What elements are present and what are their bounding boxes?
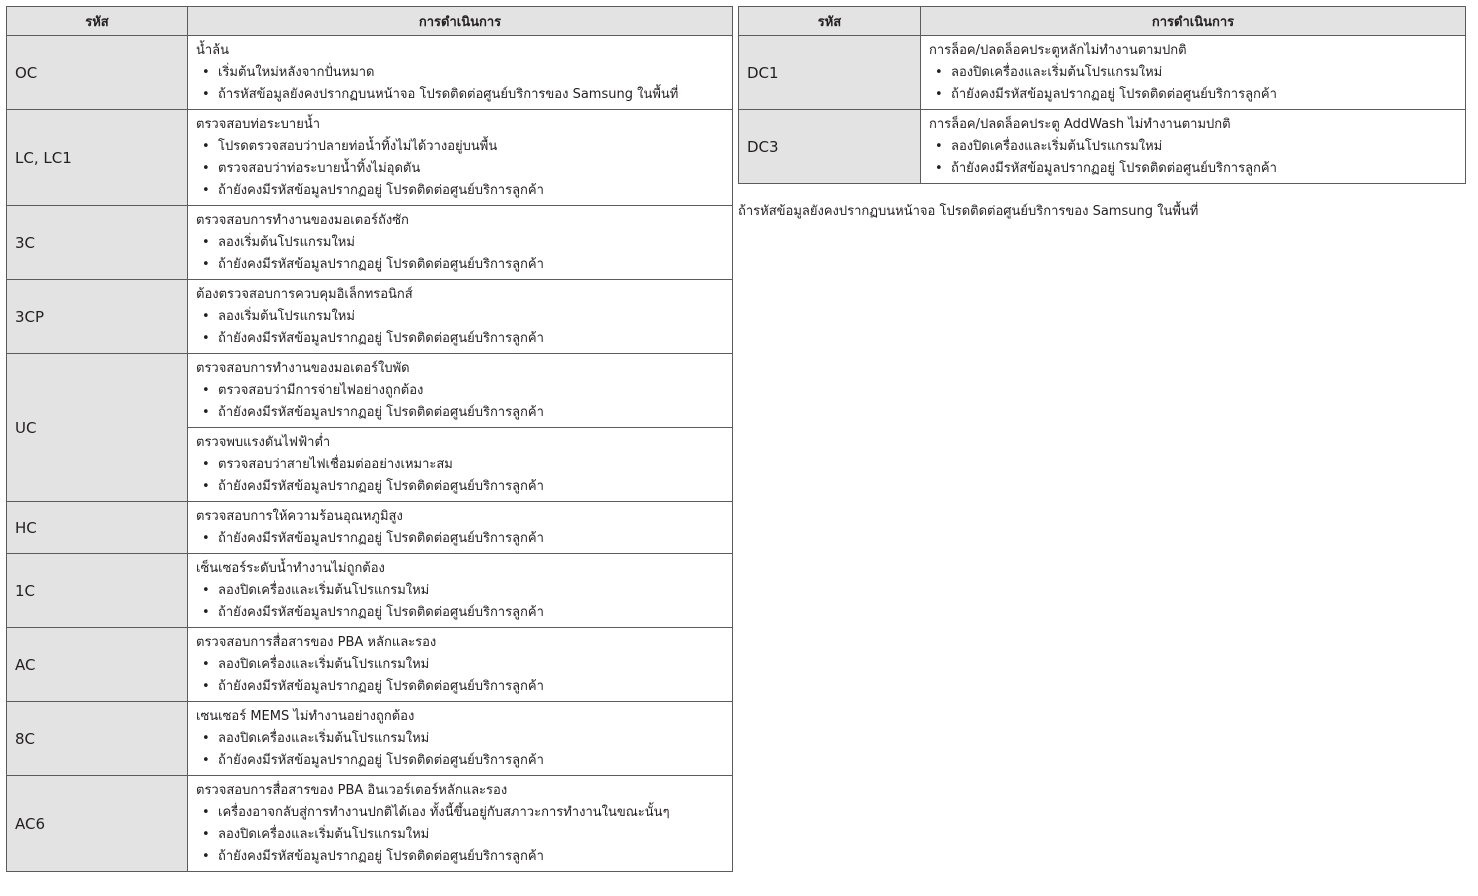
action-description: ตรวจสอบการให้ความร้อนอุณหภูมิสูง [196,509,403,524]
action-cell [921,36,1466,110]
action-steps [196,232,726,276]
action-steps [196,580,726,624]
action-step: • ถ้ายังคงมีรหัสข้อมูลปรากฏอยู่ โปรดติดต่อศูนย์บริการลูกค้า [929,158,1459,180]
action-step: • ถ้ายังคงมีรหัสข้อมูลปรากฏอยู่ โปรดติดต่อศูนย์บริการลูกค้า [196,180,726,202]
action-step: • ลองปิดเครื่องและเริ่มต้นโปรแกรมใหม่ [196,824,726,846]
table-row [7,36,733,110]
action-steps [196,802,726,868]
error-code: DC3 [739,110,921,184]
table-row [7,354,733,428]
action-steps [196,728,726,772]
error-code: AC6 [7,776,188,872]
action-description: ต้องตรวจสอบการควบคุมอิเล็กทรอนิกส์ [196,287,413,302]
action-cell [188,36,733,110]
action-step: • ถ้ายังคงมีรหัสข้อมูลปรากฏอยู่ โปรดติดต่อศูนย์บริการลูกค้า [196,846,726,868]
table-row [7,554,733,628]
action-description: ตรวจสอบการสื่อสารของ PBA หลักและรอง [196,635,437,650]
action-step: • ถ้ายังคงมีรหัสข้อมูลปรากฏอยู่ โปรดติดต่อศูนย์บริการลูกค้า [929,84,1459,106]
action-steps [196,136,726,202]
action-steps [196,528,726,550]
error-code: AC [7,628,188,702]
error-code: 3CP [7,280,188,354]
action-cell [188,702,733,776]
error-code: 8C [7,702,188,776]
error-code: OC [7,36,188,110]
action-cell [188,110,733,206]
action-cell [188,280,733,354]
footnote: ถ้ารหัสข้อมูลยังคงปรากฏบนหน้าจอ โปรดติดต่อศูนย์บริการของ Samsung ในพื้นที่ [738,204,1199,219]
action-step: • เครื่องอาจกลับสู่การทำงานปกติได้เอง ทั้งนี้ขึ้นอยู่กับสภาวะการทำงานในขณะนั้นๆ [196,802,726,824]
table-row [7,502,733,554]
action-step: • ถ้ายังคงมีรหัสข้อมูลปรากฏอยู่ โปรดติดต่อศูนย์บริการลูกค้า [196,676,726,698]
table-row [7,280,733,354]
table-header-row [7,7,733,36]
header-code: รหัส [739,7,921,36]
action-step: • ลองปิดเครื่องและเริ่มต้นโปรแกรมใหม่ [929,136,1459,158]
action-description: ตรวจพบแรงดันไฟฟ้าต่ำ [196,435,331,450]
action-steps [196,306,726,350]
action-cell [188,428,733,502]
action-description: ตรวจสอบการสื่อสารของ PBA อินเวอร์เตอร์หลักและรอง [196,783,508,798]
action-step: • ถ้ายังคงมีรหัสข้อมูลปรากฏอยู่ โปรดติดต่อศูนย์บริการลูกค้า [196,402,726,424]
action-cell [188,206,733,280]
action-step: • ถ้ายังคงมีรหัสข้อมูลปรากฏอยู่ โปรดติดต่อศูนย์บริการลูกค้า [196,476,726,498]
action-step: • ลองปิดเครื่องและเริ่มต้นโปรแกรมใหม่ [196,580,726,602]
table-row [7,110,733,206]
action-cell [188,628,733,702]
action-steps [929,62,1459,106]
action-description: เซ็นเซอร์ระดับน้ำทำงานไม่ถูกต้อง [196,561,385,576]
action-steps [196,62,726,106]
action-step: • ถ้ายังคงมีรหัสข้อมูลปรากฏอยู่ โปรดติดต่อศูนย์บริการลูกค้า [196,750,726,772]
table-header-row [739,7,1466,36]
action-description: เซนเซอร์ MEMS ไม่ทำงานอย่างถูกต้อง [196,709,415,724]
action-step: • เริ่มต้นใหม่หลังจากปั่นหมาด [196,62,726,84]
error-code: 3C [7,206,188,280]
action-cell [921,110,1466,184]
header-code: รหัส [7,7,188,36]
action-cell [188,776,733,872]
error-code: LC, LC1 [7,110,188,206]
action-step: • ถ้ารหัสข้อมูลยังคงปรากฏบนหน้าจอ โปรดติดต่อศูนย์บริการของ Samsung ในพื้นที่ [196,84,726,106]
action-step: • ถ้ายังคงมีรหัสข้อมูลปรากฏอยู่ โปรดติดต่อศูนย์บริการลูกค้า [196,528,726,550]
action-steps [196,454,726,498]
table-row [7,206,733,280]
table-row [7,776,733,872]
action-cell [188,554,733,628]
action-step: • ลองเริ่มต้นโปรแกรมใหม่ [196,232,726,254]
action-steps [929,136,1459,180]
action-description: น้ำล้น [196,43,230,58]
action-step: • ลองปิดเครื่องและเริ่มต้นโปรแกรมใหม่ [196,728,726,750]
action-step: • ตรวจสอบว่าสายไฟเชื่อมต่ออย่างเหมาะสม [196,454,726,476]
action-step: • ถ้ายังคงมีรหัสข้อมูลปรากฏอยู่ โปรดติดต่อศูนย์บริการลูกค้า [196,254,726,276]
action-step: • ตรวจสอบว่าท่อระบายน้ำทิ้งไม่อุดตัน [196,158,726,180]
action-step: • ถ้ายังคงมีรหัสข้อมูลปรากฏอยู่ โปรดติดต่อศูนย์บริการลูกค้า [196,328,726,350]
error-code: 1C [7,554,188,628]
action-description: ตรวจสอบการทำงานของมอเตอร์ถังซัก [196,213,409,228]
table-row [7,628,733,702]
action-steps [196,654,726,698]
action-step: • ถ้ายังคงมีรหัสข้อมูลปรากฏอยู่ โปรดติดต่อศูนย์บริการลูกค้า [196,602,726,624]
error-code: DC1 [739,36,921,110]
action-description: ตรวจสอบท่อระบายน้ำ [196,117,321,132]
action-description: ตรวจสอบการทำงานของมอเตอร์ใบพัด [196,361,410,376]
action-step: • ลองเริ่มต้นโปรแกรมใหม่ [196,306,726,328]
action-description: การล็อค/ปลดล็อคประตู AddWash ไม่ทำงานตามปกติ [929,117,1231,132]
action-step: • ตรวจสอบว่ามีการจ่ายไฟอย่างถูกต้อง [196,380,726,402]
header-action: การดำเนินการ [921,7,1466,36]
error-code-table-left [6,6,733,872]
action-cell [188,502,733,554]
table-row [739,110,1466,184]
table-row [739,36,1466,110]
action-cell [188,354,733,428]
action-description: การล็อค/ปลดล็อคประตูหลักไม่ทำงานตามปกติ [929,43,1187,58]
error-code: HC [7,502,188,554]
action-step: • ลองปิดเครื่องและเริ่มต้นโปรแกรมใหม่ [929,62,1459,84]
action-step: • ลองปิดเครื่องและเริ่มต้นโปรแกรมใหม่ [196,654,726,676]
header-action: การดำเนินการ [188,7,733,36]
action-step: • โปรดตรวจสอบว่าปลายท่อน้ำทิ้งไม่ได้วางอยู่บนพื้น [196,136,726,158]
table-row [7,702,733,776]
action-steps [196,380,726,424]
error-code: UC [7,354,188,502]
error-code-table-right [738,6,1466,184]
